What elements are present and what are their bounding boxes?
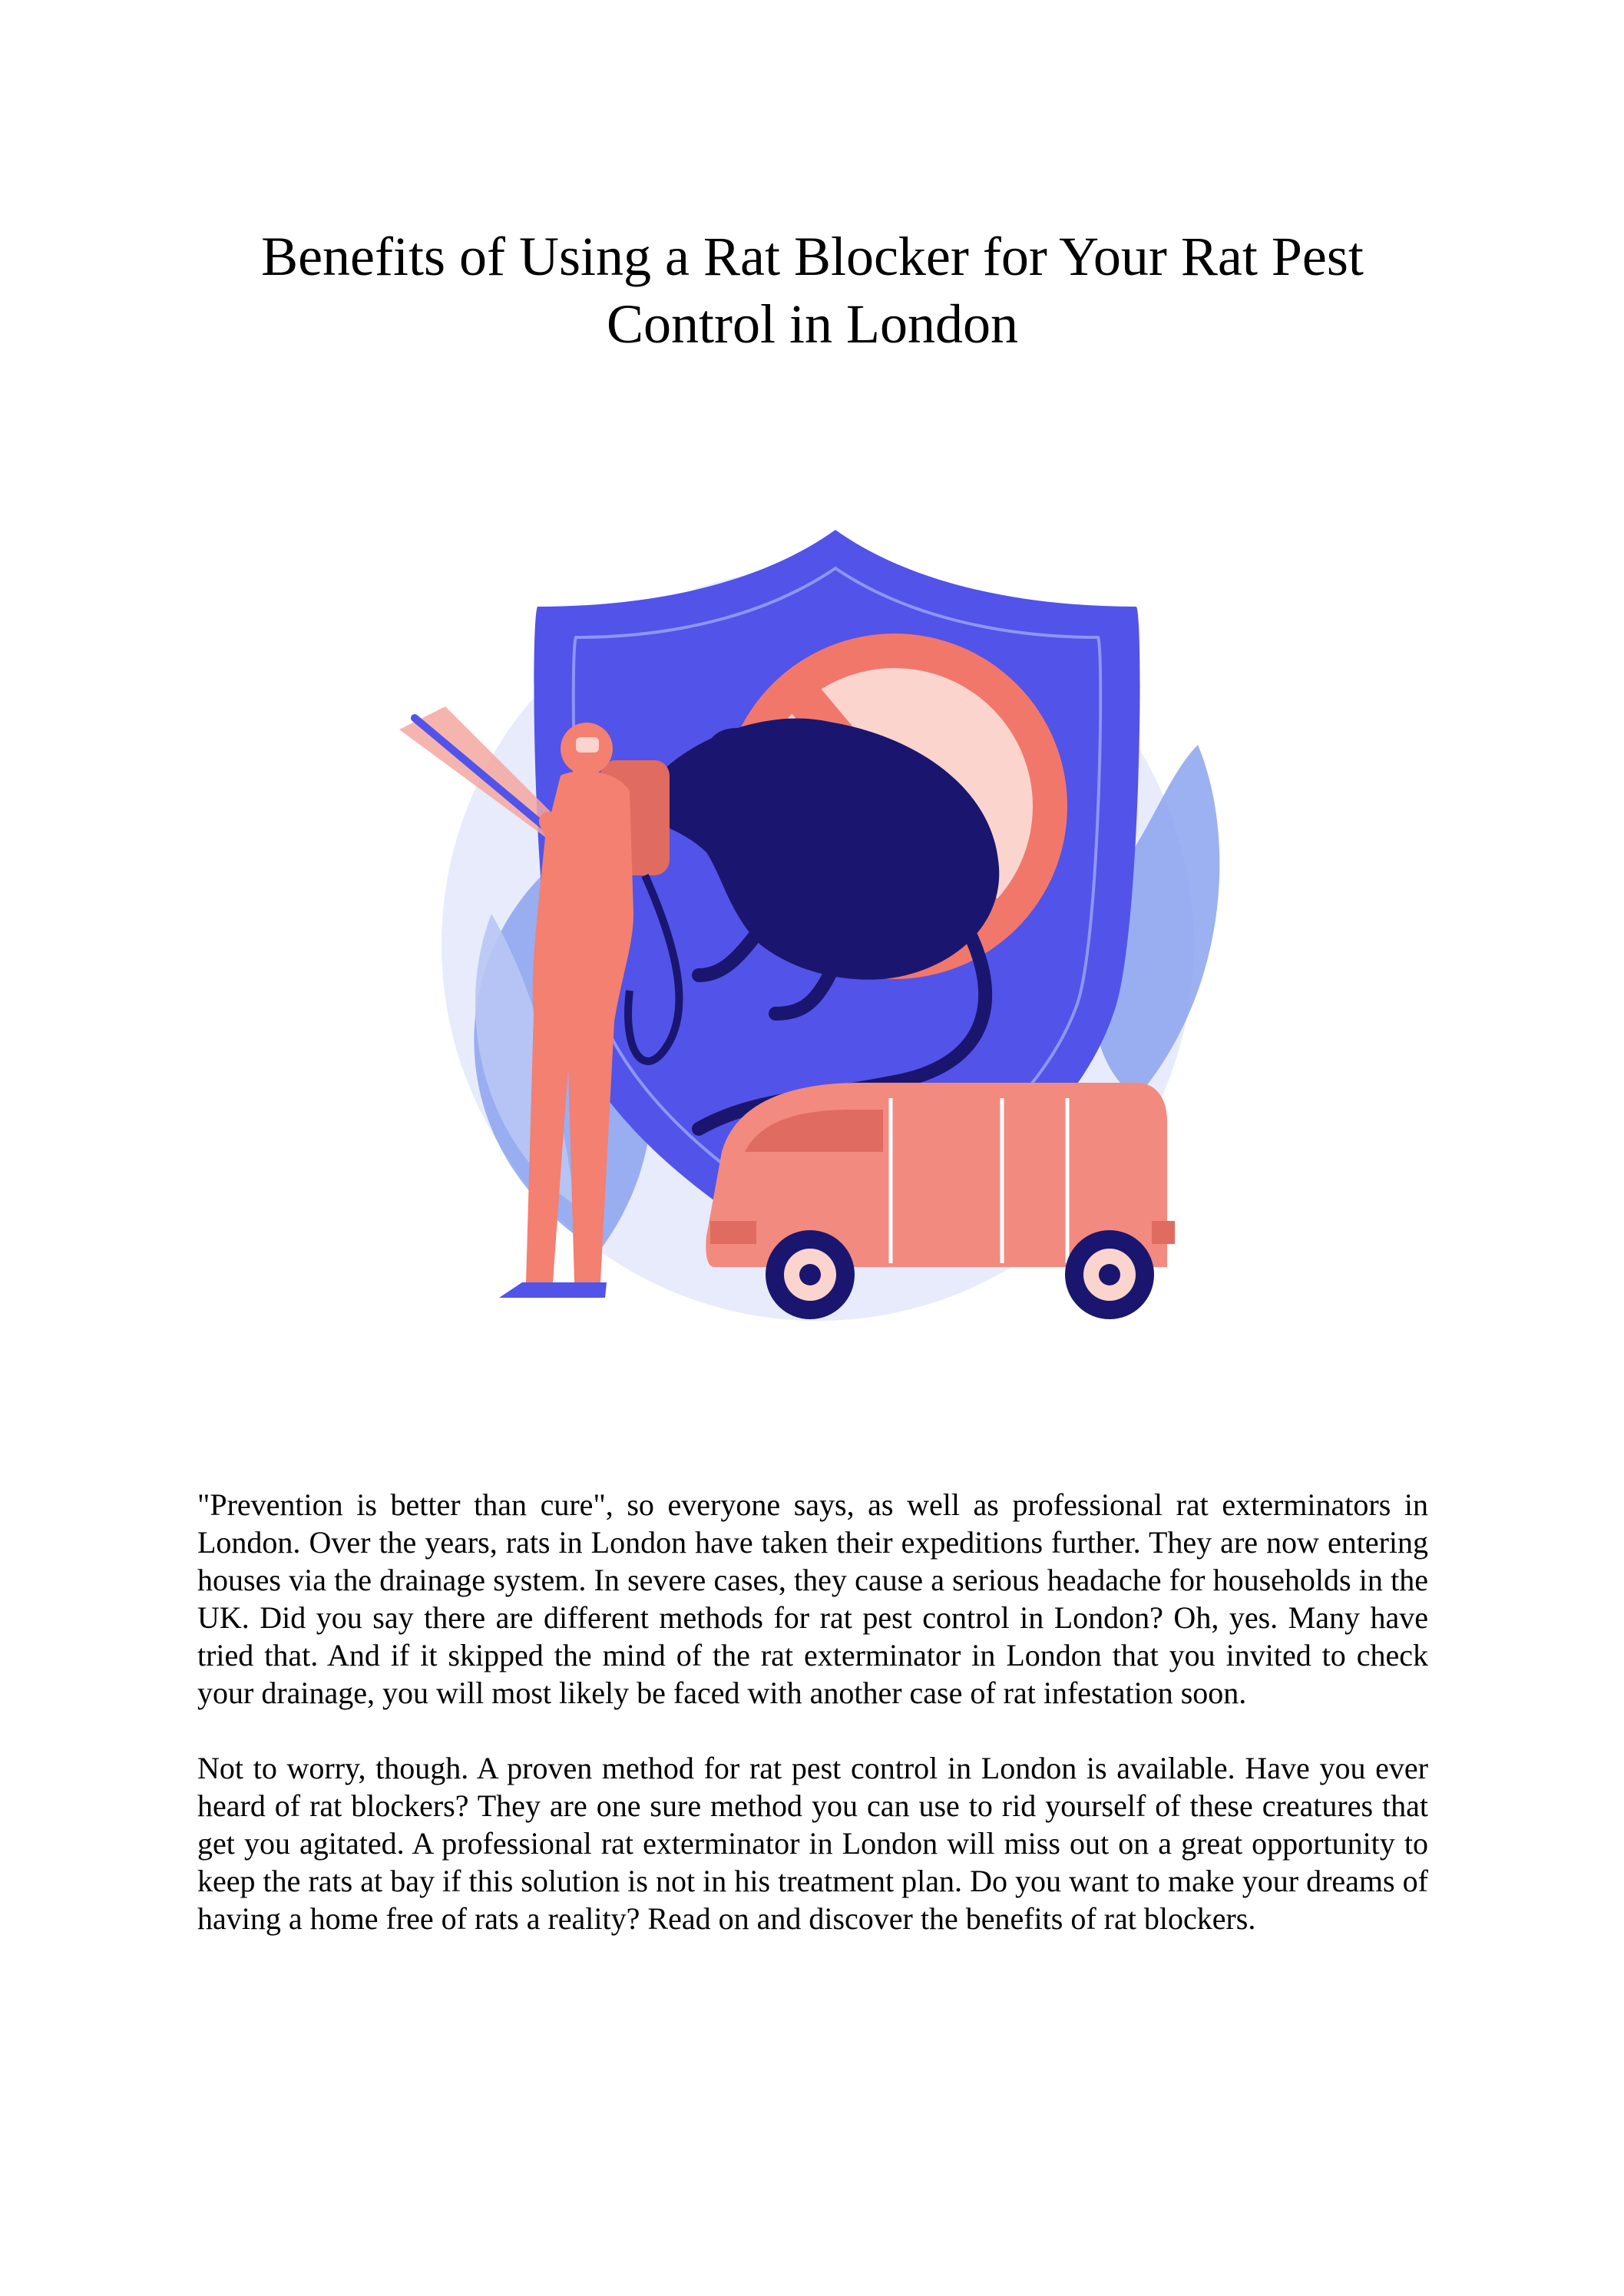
paragraph-2: Not to worry, though. A proven method for rat pest control in London is available. Have you ever heard of rat blockers? They are one sure method you can use to rid yourself of these creatures that get you agitated. A professional rat exterminator in London will miss out on a great opportunity to keep the rats at bay if this solution is not in his treatment plan. Do you want to make your dreams of having a home free of rats a reality? Read on and discover the benefits of rat blockers. [197,1751,1428,1936]
rat-pest-control-illustration [399,514,1259,1336]
document-body [197,1486,1428,1975]
paragraph-1: "Prevention is better than cure", so everyone says, as well as professional rat exterminators in London. Over the years, rats in London have taken their expeditions further. They are now entering houses via the drainage system. In severe cases, they cause a serious headache for households in the UK. Did you say there are different methods for rat pest control in London? Oh, yes. Many have tried that. And if it skipped the mind of the rat exterminator in London that you invited to check your drainage, you will most likely be faced with another case of rat infestation soon. [197,1487,1428,1710]
document-title: Benefits of Using a Rat Blocker for Your Rat Pest Control in London [261,226,1364,355]
